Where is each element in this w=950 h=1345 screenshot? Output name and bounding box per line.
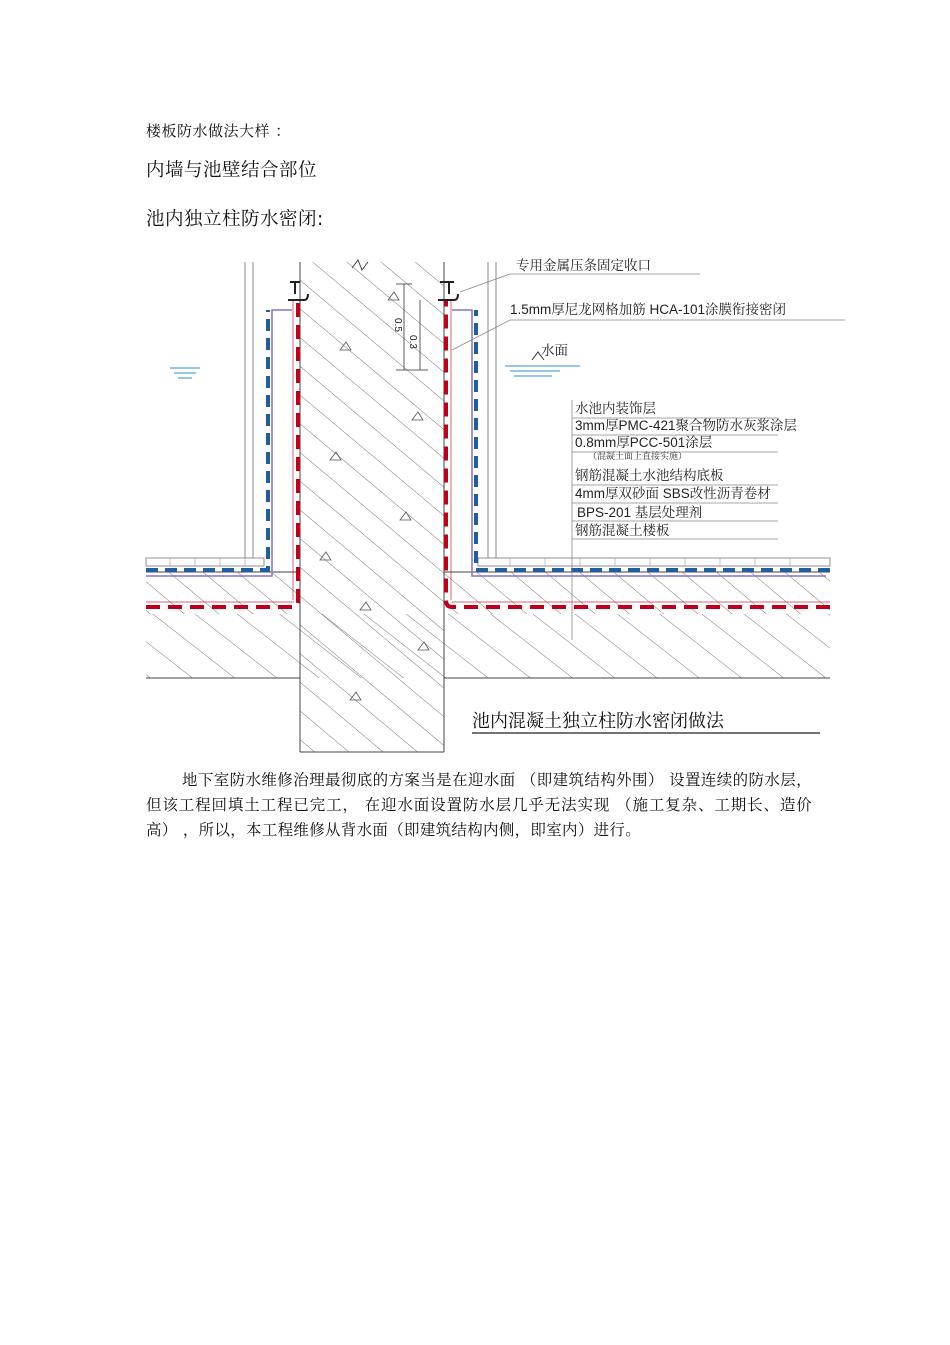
- section-heading-column-seal: 池内独立柱防水密闭:: [146, 209, 324, 230]
- callout-pcc-note: （混凝土面上直接实施）: [588, 452, 688, 462]
- dimension-label-0-5: 0.5: [392, 318, 403, 332]
- paragraph-text: 地下室防水维修治理最彻底的方案当是在迎水面 （即建筑结构外围） 设置连续的防水层，但该工程回填土工程已完工， 在迎水面设置防水层几乎无法实现 （施工复杂、工期长、造价高） ，所以，本工程维修从背水面（即建筑结构内侧，即室内）进行。: [146, 771, 812, 839]
- callout-pool-base-slab: 钢筋混凝土水池结构底板: [575, 468, 724, 483]
- body-paragraph: [146, 768, 812, 843]
- callout-metal-strip: 专用金属压条固定收口: [516, 258, 651, 273]
- callout-pmc-421: 3mm厚PMC-421聚合物防水灰浆涂层: [575, 418, 798, 433]
- callout-hca-membrane: 1.5mm厚尼龙网格加筋 HCA-101涂膜衔接密闭: [510, 302, 787, 317]
- callout-floor-slab: 钢筋混凝土楼板: [575, 523, 670, 538]
- water-surface-left: [170, 368, 200, 378]
- dimension-label-0-3: 0.3: [407, 335, 418, 349]
- callout-pool-finish: 水池内装饰层: [575, 401, 656, 416]
- floor-slab: [146, 572, 830, 678]
- section-heading-wall-junction: 内墙与池壁结合部位: [146, 160, 318, 181]
- callout-bps-201: BPS-201 基层处理剂: [577, 505, 703, 520]
- drawing-caption: 池内混凝土独立柱防水密闭做法: [472, 711, 724, 732]
- section-heading-floor-detail: 楼板防水做法大样 ：: [146, 122, 291, 140]
- callout-sbs-membrane: 4mm厚双砂面 SBS改性沥青卷材: [575, 486, 771, 501]
- callout-pcc-501: 0.8mm厚PCC-501涂层: [575, 435, 713, 450]
- pool-floor-finish: [146, 558, 830, 566]
- callout-water-level: 水面: [541, 343, 568, 358]
- concrete-column: [300, 260, 444, 752]
- purple-membrane-layer: [146, 310, 826, 576]
